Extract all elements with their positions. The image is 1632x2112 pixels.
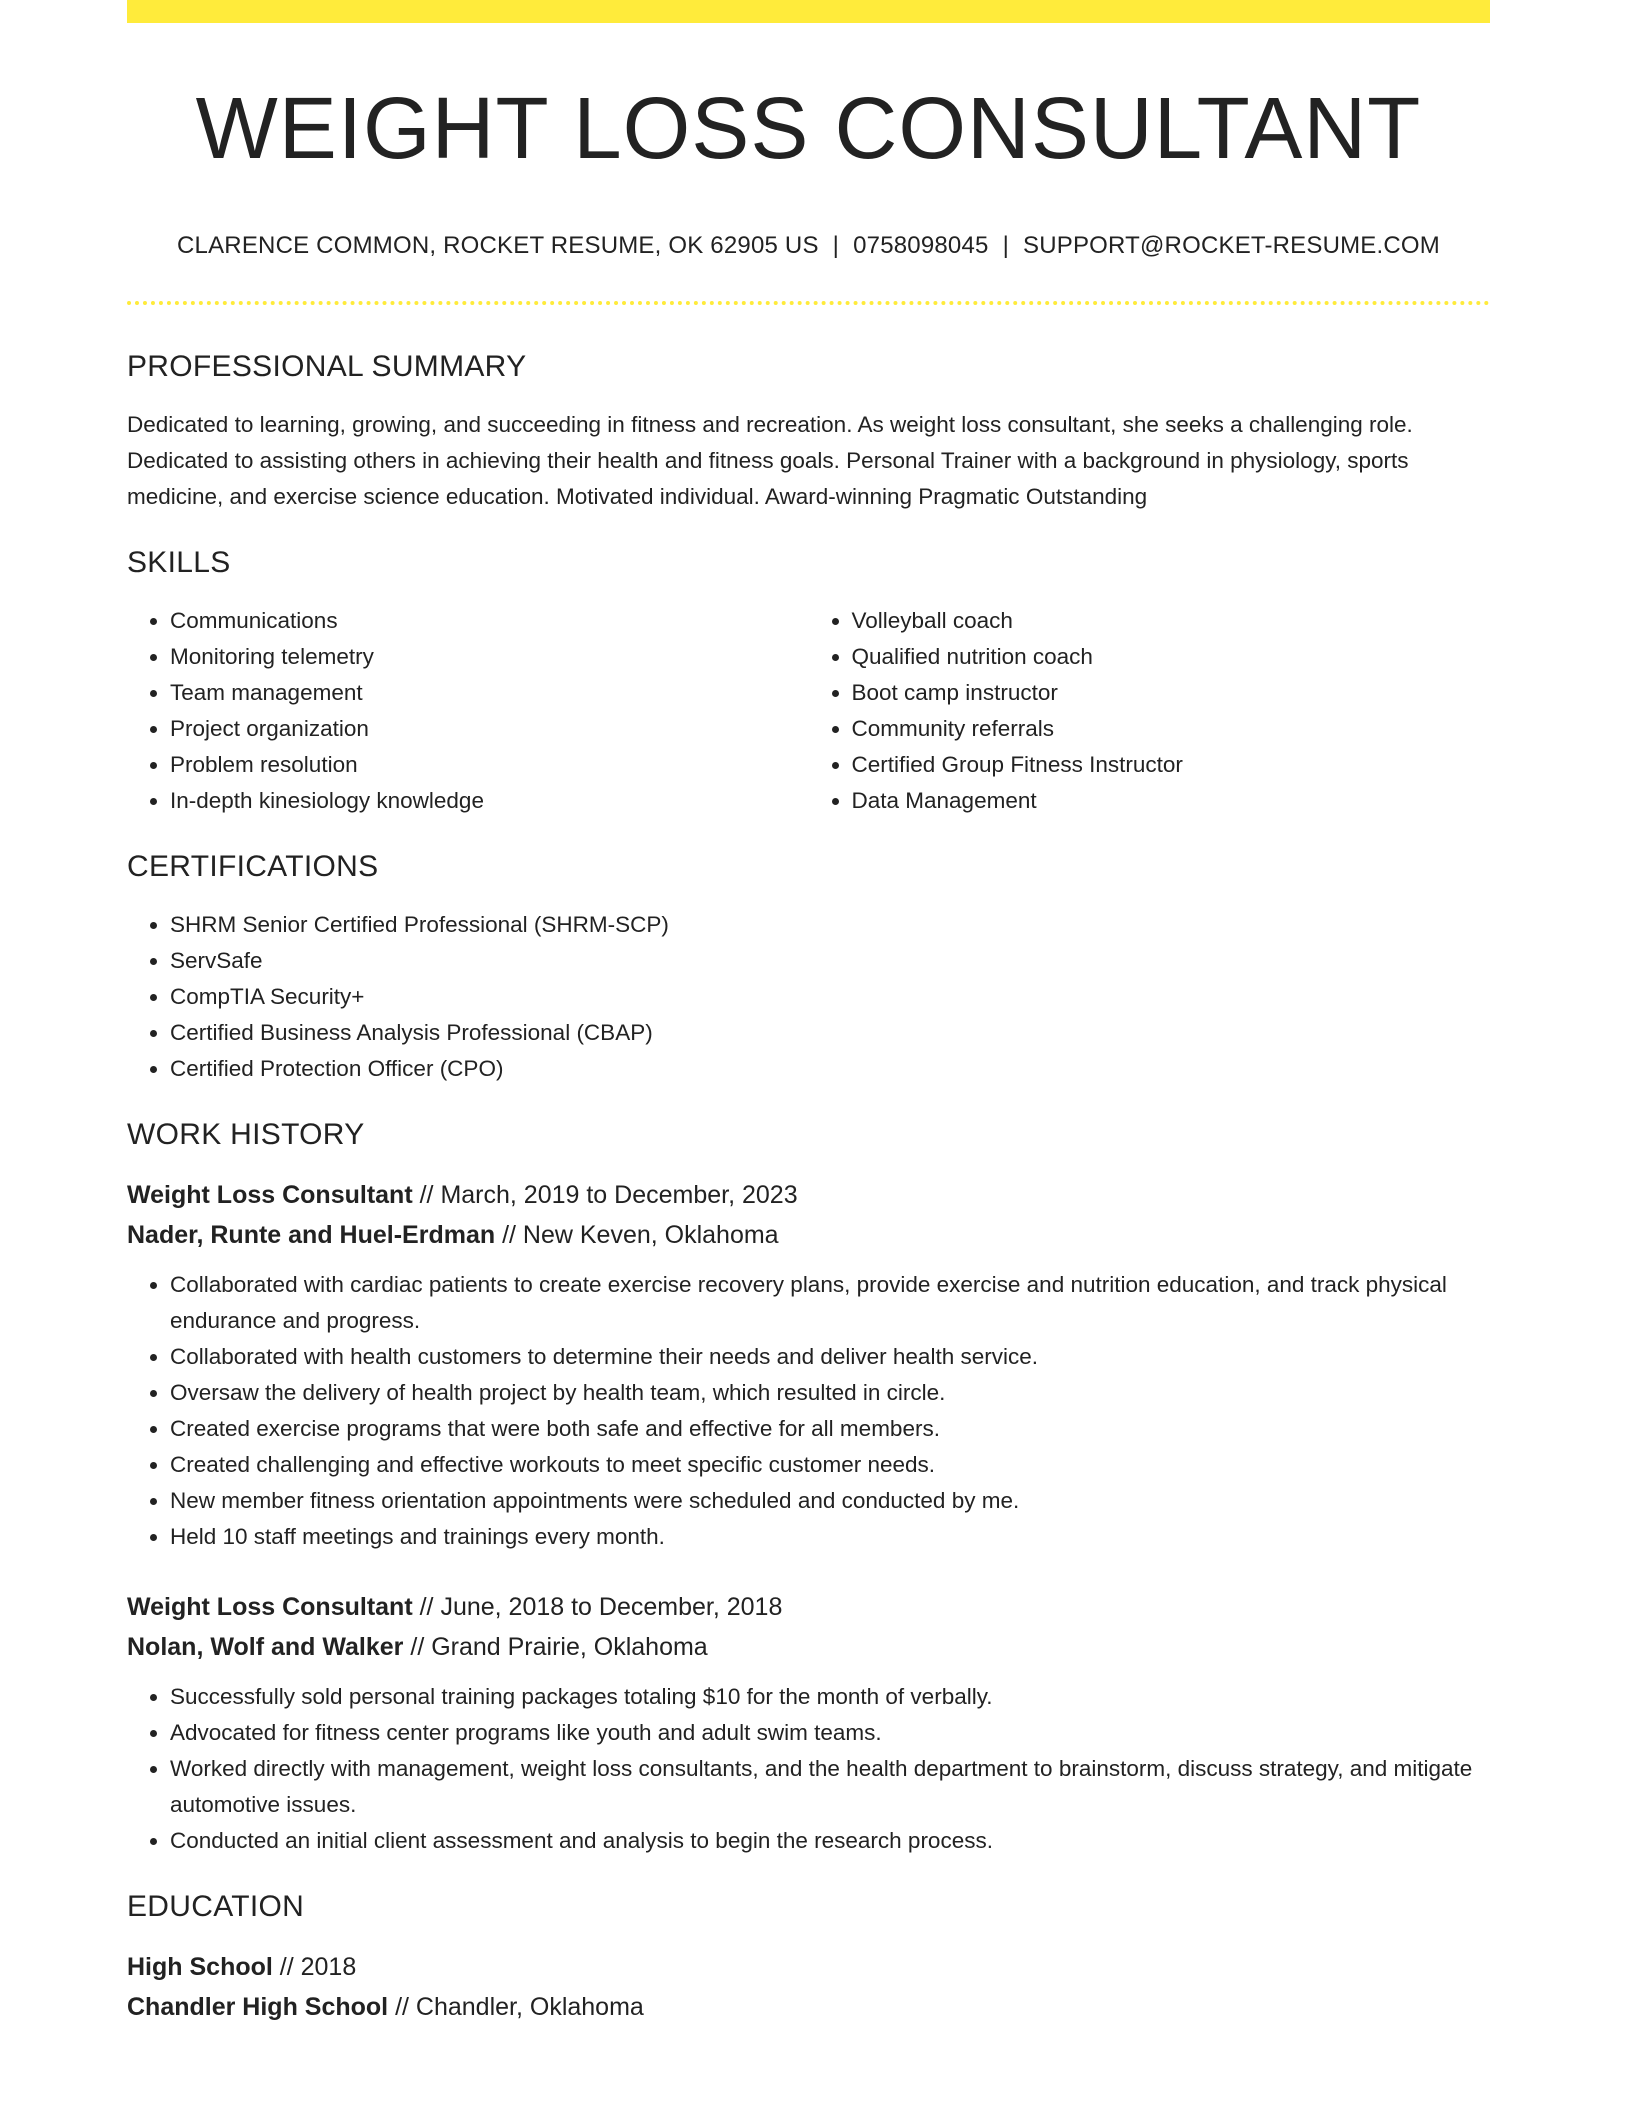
certification-item: • SHRM Senior Certified Professional (SHRM-SCP)	[170, 907, 1490, 943]
job-bullet: • Created challenging and effective workouts to meet specific customer needs.	[170, 1447, 1490, 1483]
certification-item: • CompTIA Security+	[170, 979, 1490, 1015]
education-location: // Chandler, Oklahoma	[388, 1993, 644, 2021]
job-bullet: • Oversaw the delivery of health project by health team, which resulted in circle.	[170, 1375, 1490, 1411]
job-bullets	[127, 1679, 1490, 1859]
contact-separator: |	[832, 232, 840, 259]
job-company: Nolan, Wolf and Walker	[127, 1633, 404, 1661]
education-school: Chandler High School	[127, 1993, 389, 2021]
education-degree-line	[127, 1947, 1490, 1987]
job-location: // Grand Prairie, Oklahoma	[403, 1633, 708, 1661]
education-entry	[127, 1947, 1490, 2027]
job-role-line	[127, 1175, 1490, 1215]
certifications-list	[127, 907, 1490, 1087]
job-bullet: • Advocated for fitness center programs like youth and adult swim teams.	[170, 1715, 1490, 1751]
skill-item: • Team management	[170, 675, 809, 711]
certification-item: • Certified Business Analysis Professional (CBAP)	[170, 1015, 1490, 1051]
job-bullet: • Collaborated with cardiac patients to create exercise recovery plans, provide exercise and nutrition education, and track physical endurance and progress.	[170, 1267, 1490, 1339]
education-degree: High School	[127, 1953, 273, 1981]
job-entry	[127, 1587, 1490, 1859]
skill-item: • Monitoring telemetry	[170, 639, 809, 675]
job-entry	[127, 1175, 1490, 1555]
accent-bar	[127, 0, 1490, 23]
skill-item: • Certified Group Fitness Instructor	[852, 747, 1491, 783]
contact-line	[127, 231, 1490, 261]
skills-list-left	[127, 603, 809, 819]
skill-item: • Qualified nutrition coach	[852, 639, 1491, 675]
job-bullet: • Conducted an initial client assessment and analysis to begin the research process.	[170, 1823, 1490, 1859]
job-role: Weight Loss Consultant	[127, 1593, 413, 1621]
summary-heading: PROFESSIONAL SUMMARY	[127, 350, 527, 383]
job-role: Weight Loss Consultant	[127, 1181, 413, 1209]
skill-item: • In-depth kinesiology knowledge	[170, 783, 809, 819]
job-bullet: • Created exercise programs that were both safe and effective for all members.	[170, 1411, 1490, 1447]
contact-phone[interactable]: 0758098045	[853, 232, 989, 259]
job-company-line	[127, 1627, 1490, 1667]
skill-item: • Data Management	[852, 783, 1491, 819]
skill-item: • Boot camp instructor	[852, 675, 1491, 711]
job-role-line	[127, 1587, 1490, 1627]
job-company-line	[127, 1215, 1490, 1255]
skill-item: • Volleyball coach	[852, 603, 1491, 639]
skills-columns	[127, 603, 1490, 819]
skills-heading: SKILLS	[127, 546, 231, 579]
skill-item: • Project organization	[170, 711, 809, 747]
contact-separator: |	[1002, 232, 1010, 259]
work-history-heading: WORK HISTORY	[127, 1118, 365, 1151]
skill-item: • Communications	[170, 603, 809, 639]
job-bullet: • Held 10 staff meetings and trainings every month.	[170, 1519, 1490, 1555]
summary-text: Dedicated to learning, growing, and succeeding in fitness and recreation. As weight loss consultant, she seeks a challenging role. Dedicated to assisting others in achieving their health and fitness goals. Personal Trainer with a background in physiology, sports medicine, and exercise science education. Motivated individual. Award-winning Pragmatic Outstanding	[127, 412, 1413, 509]
job-dates: // March, 2019 to December, 2023	[412, 1181, 798, 1209]
skills-list-right	[809, 603, 1491, 819]
job-bullet: • Collaborated with health customers to determine their needs and deliver health service.	[170, 1339, 1490, 1375]
skill-item: • Problem resolution	[170, 747, 809, 783]
job-bullet: • New member fitness orientation appointments were scheduled and conducted by me.	[170, 1483, 1490, 1519]
job-dates: // June, 2018 to December, 2018	[412, 1593, 783, 1621]
contact-email[interactable]: SUPPORT@ROCKET-RESUME.COM	[1023, 232, 1440, 259]
job-bullet: • Successfully sold personal training packages totaling $10 for the month of verbally.	[170, 1679, 1490, 1715]
job-bullet: • Worked directly with management, weight loss consultants, and the health department to brainstorm, discuss strategy, and mitigate automotive issues.	[170, 1751, 1490, 1823]
skill-item: • Community referrals	[852, 711, 1491, 747]
education-year: // 2018	[272, 1953, 357, 1981]
certification-item: • Certified Protection Officer (CPO)	[170, 1051, 1490, 1087]
job-company: Nader, Runte and Huel-Erdman	[127, 1221, 496, 1249]
resume-name: WEIGHT LOSS CONSULTANT	[195, 80, 1422, 177]
contact-address: CLARENCE COMMON, ROCKET RESUME, OK 62905 US	[177, 232, 819, 259]
dotted-divider	[127, 301, 1490, 305]
education-heading: EDUCATION	[127, 1890, 305, 1923]
certifications-heading: CERTIFICATIONS	[127, 850, 379, 883]
job-bullets	[127, 1267, 1490, 1555]
education-school-line	[127, 1987, 1490, 2027]
job-location: // New Keven, Oklahoma	[495, 1221, 779, 1249]
certification-item: • ServSafe	[170, 943, 1490, 979]
resume-page	[127, 0, 1490, 2027]
